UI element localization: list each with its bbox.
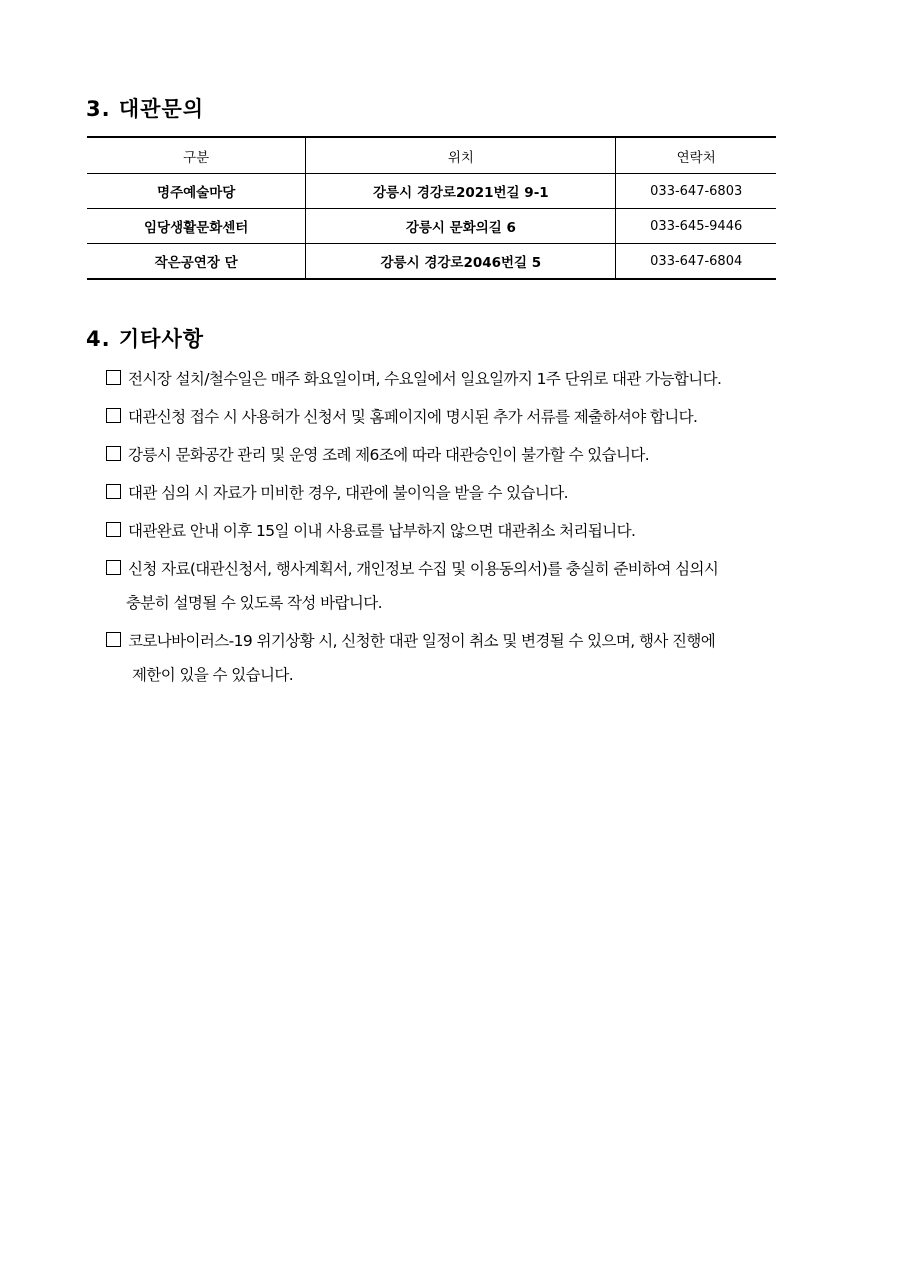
table-row bbox=[87, 209, 776, 244]
note-text: 신청 자료(대관신청서, 행사계획서, 개인정보 수집 및 이용동의서)를 충실히 준비하여 심의시 bbox=[128, 560, 719, 578]
contact-table bbox=[87, 136, 776, 280]
list-item bbox=[106, 518, 826, 544]
header-contact: 연락처 bbox=[616, 137, 776, 174]
notes-list bbox=[106, 366, 826, 700]
venue-name: 임당생활문화센터 bbox=[87, 209, 306, 244]
list-item bbox=[106, 404, 826, 430]
section-3-title: 3. 대관문의 bbox=[86, 97, 205, 121]
table-row bbox=[87, 244, 776, 280]
checkbox-square-icon bbox=[106, 446, 121, 461]
checkbox-square-icon bbox=[106, 632, 121, 647]
list-item bbox=[106, 628, 826, 688]
header-category: 구분 bbox=[87, 137, 306, 174]
checkbox-square-icon bbox=[106, 560, 121, 575]
venue-phone: 033-645-9446 bbox=[616, 209, 776, 244]
venue-location: 강릉시 경강로2046번길 5 bbox=[306, 244, 616, 280]
checkbox-square-icon bbox=[106, 522, 121, 537]
note-text: 코로나바이러스-19 위기상황 시, 신청한 대관 일정이 취소 및 변경될 수 있으며, 행사 진행에 bbox=[128, 632, 716, 650]
note-text: 대관완료 안내 이후 15일 이내 사용료를 납부하지 않으면 대관취소 처리됩니다. bbox=[128, 522, 636, 540]
list-item bbox=[106, 480, 826, 506]
list-item bbox=[106, 366, 826, 392]
note-text-continued: 충분히 설명될 수 있도록 작성 바랍니다. bbox=[126, 594, 382, 612]
note-text-continued: 제한이 있을 수 있습니다. bbox=[132, 666, 294, 684]
list-item bbox=[106, 556, 826, 616]
list-item bbox=[106, 442, 826, 468]
checkbox-square-icon bbox=[106, 484, 121, 499]
note-text: 대관 심의 시 자료가 미비한 경우, 대관에 불이익을 받을 수 있습니다. bbox=[128, 484, 568, 502]
note-text: 대관신청 접수 시 사용허가 신청서 및 홈페이지에 명시된 추가 서류를 제출하셔야 합니다. bbox=[128, 408, 698, 426]
venue-location: 강릉시 경강로2021번길 9-1 bbox=[306, 174, 616, 209]
venue-name: 작은공연장 단 bbox=[87, 244, 306, 280]
checkbox-square-icon bbox=[106, 370, 121, 385]
checkbox-square-icon bbox=[106, 408, 121, 423]
venue-phone: 033-647-6803 bbox=[616, 174, 776, 209]
table-row bbox=[87, 174, 776, 209]
venue-name: 명주예술마당 bbox=[87, 174, 306, 209]
table-header-row bbox=[87, 137, 776, 174]
section-4-title: 4. 기타사항 bbox=[86, 327, 205, 351]
header-location: 위치 bbox=[306, 137, 616, 174]
note-text: 강릉시 문화공간 관리 및 운영 조례 제6조에 따라 대관승인이 불가할 수 있습니다. bbox=[128, 446, 650, 464]
venue-location: 강릉시 문화의길 6 bbox=[306, 209, 616, 244]
note-text: 전시장 설치/철수일은 매주 화요일이며, 수요일에서 일요일까지 1주 단위로 대관 가능합니다. bbox=[128, 370, 722, 388]
venue-phone: 033-647-6804 bbox=[616, 244, 776, 280]
